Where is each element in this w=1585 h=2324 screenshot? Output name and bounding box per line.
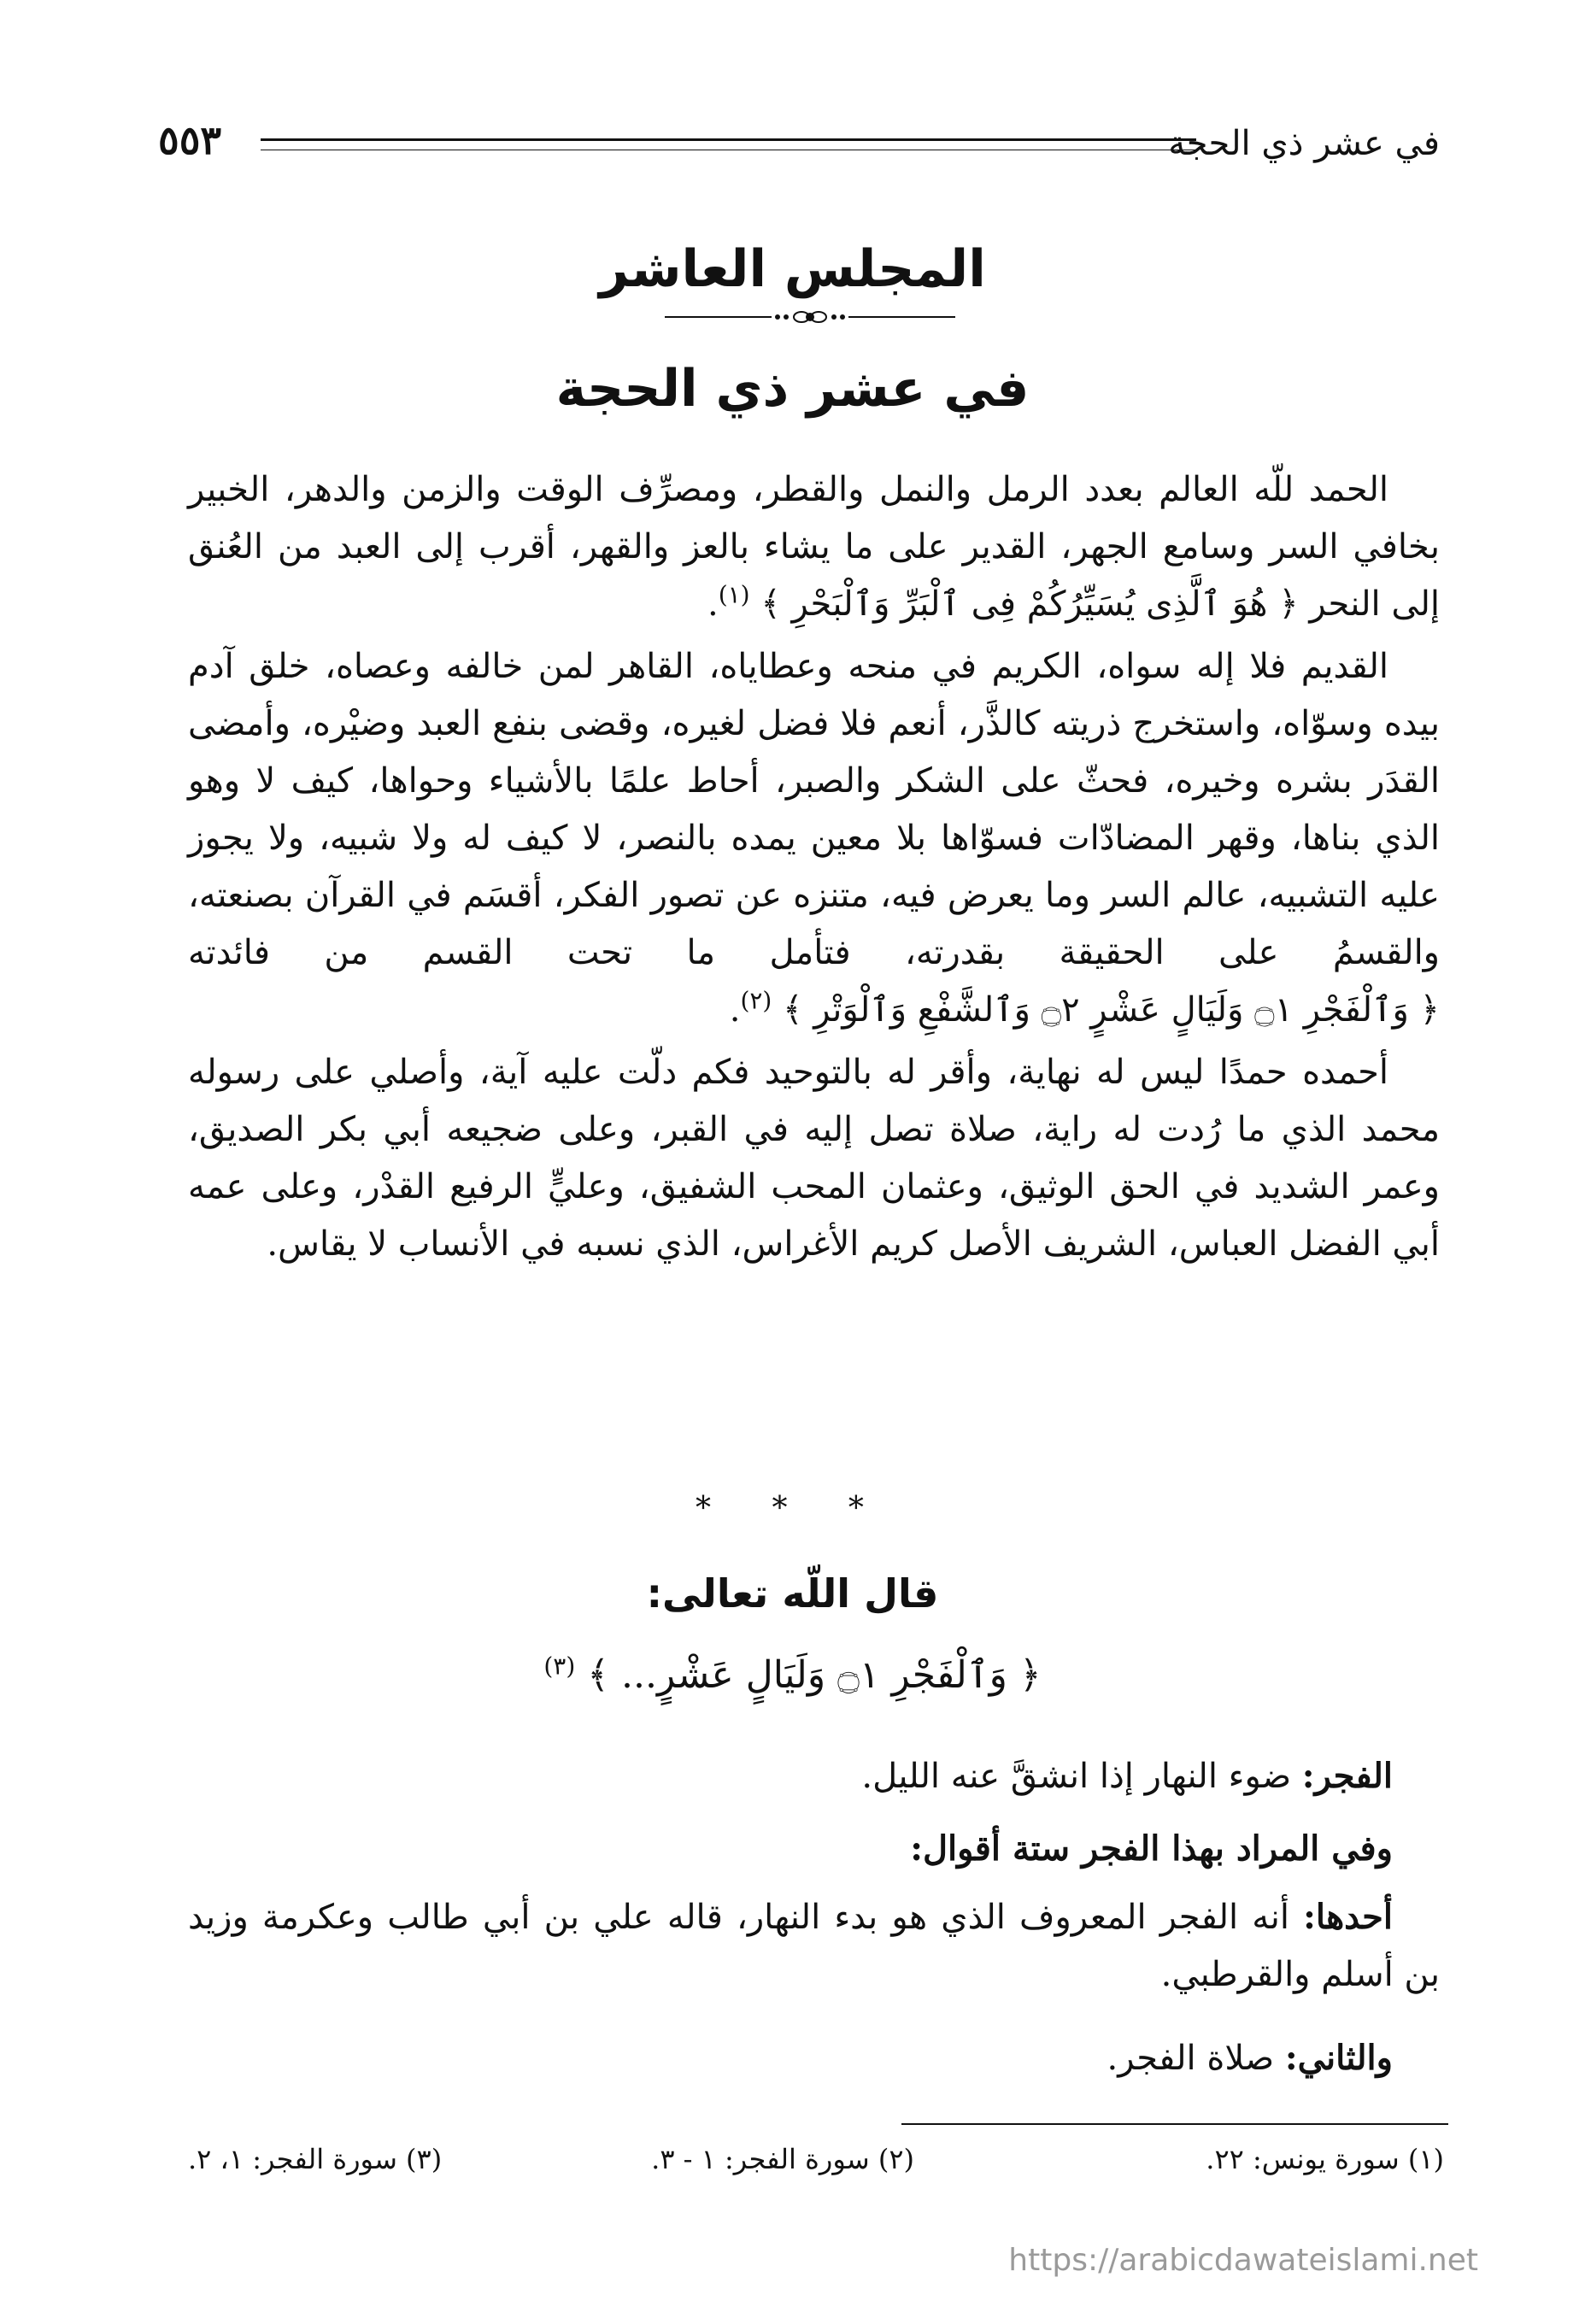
section-heading: قال اللّه تعالى: (646, 1570, 939, 1617)
first-text: أنه الفجر المعروف الذي هو بدء النهار، قاله علي بن أبي طالب وعكرمة وزيد بن أسلم والقرطبي. (188, 1898, 1440, 1994)
quran-verse-1: ﴿ هُوَ ٱلَّذِى يُسَيِّرُكُمْ فِى ٱلْبَرِّ وَٱلْبَحْرِ ﴾ (760, 584, 1299, 624)
header-rule (261, 138, 1196, 150)
chapter-title: في عشر ذي الحجة (555, 359, 1030, 419)
page-number: ٥٥٣ (158, 117, 222, 163)
quran-verse-3 (0, 1653, 1585, 1697)
footnote-3: (٣) سورة الفجر: ١، ٢. (188, 2143, 443, 2175)
footnote-ref-1: (١) (718, 580, 750, 609)
paragraph-2: القديم فلا إله سواه، الكريم في منحه وعطاياه، القاهر لمن خالفه وعصاه، خلق آدم بيده وسوّاه، واستخرج ذريته كالذَّر، أنعم فلا فضل لغيره، وقضى بنفع العبد وضيْره، وأمضى القدَر بشره وخيره، فحثّ على الشكر والصبر، أحاط علمًا بالأشياء وحواها، كيف لا وهو الذي بناها، وقهر المضادّات فسوّاها بلا معين يمده بالنصر، لا كيف له ولا شبيه، ولا يجوز عليه التشبيه، عالم السر وما يعرض فيه، متنزه عن تصور الفكر، أقسَم في القرآن بصنعته، والقسمُ على الحقيقة بقدرته، فتأمل ما تحت القسم من فائدته ﴿ وَٱلْفَجْرِ ۝١ وَلَيَالٍ عَشْرٍ ۝٢ وَٱلشَّفْعِ وَٱلْوَتْرِ ﴾ $^{(٢)}$. (188, 647, 1440, 1030)
watermark-url: https://arabicdawateislami.net (1008, 2243, 1478, 2278)
fajr-definition (188, 1747, 1393, 1805)
footnote-ref-2: (٢) (740, 986, 772, 1015)
ornament-divider-icon (665, 306, 955, 328)
fajr-label: الفجر: (1301, 1756, 1393, 1796)
quran-verse-2: ﴿ وَٱلْفَجْرِ ۝١ وَلَيَالٍ عَشْرٍ ۝٢ وَٱلشَّفْعِ وَٱلْوَتْرِ ﴾ (783, 990, 1440, 1030)
body-text (188, 461, 1440, 1273)
section-separator: * * * (696, 1491, 889, 1526)
paragraph-3-text: أحمده حمدًا ليس له نهاية، وأقر له بالتوحيد فكم دلّت عليه آية، وأصلي على رسوله محمد الذي ما رُدت له راية، صلاة تصل إليه في القبر، وعلى ضجيعه أبي بكر الصديق، وعمر الشديد في الحق الوثيق، وعثمان المحب الشفيق، وعليٍّ الرفيع القدْر، وعلى عمه أبي الفضل العباس، الشريف الأصل كريم الأغراس، الذي نسبه في الأنساب لا يقاس. (188, 1053, 1440, 1264)
running-title: في عشر ذي الحجة (1168, 124, 1440, 163)
second-opinion (188, 2029, 1393, 2087)
quran-verse-3-text: ﴿ وَٱلْفَجْرِ ۝١ وَلَيَالٍ عَشْرٍ... ﴾ (587, 1653, 1042, 1697)
first-label: أحدها: (1303, 1897, 1394, 1937)
paragraph-2-text: القديم فلا إله سواه، الكريم في منحه وعطاياه، القاهر لمن خالفه وعصاه، خلق آدم بيده وسوّاه، واستخرج ذريته كالذَّر، أنعم فلا فضل لغيره، وقضى بنفع العبد وضيْره، وأمضى القدَر بشره وخيره، فحثّ على الشكر والصبر، أحاط علمًا بالأشياء وحواها، كيف لا وهو الذي بناها، وقهر المضادّات فسوّاها بلا معين يمده بالنصر، لا كيف له ولا شبيه، ولا يجوز عليه التشبيه، عالم السر وما يعرض فيه، متنزه عن تصور الفكر، أقسَم في القرآن بصنعته، والقسمُ على الحقيقة بقدرته، فتأمل ما تحت القسم من فائدته (188, 647, 1440, 972)
footnote-rule (901, 2123, 1448, 2125)
first-opinion (188, 1888, 1440, 2004)
paragraph-1: الحمد للّه العالم بعدد الرمل والنمل والقطر، ومصرِّف الوقت والزمن والدهر، الخبير بخافي السر وسامع الجهر، القدير على ما يشاء بالعز والقهر، أقرب إلى العبد من العُنق إلى النحر ﴿ هُوَ ٱلَّذِى يُسَيِّرُكُمْ فِى ٱلْبَرِّ وَٱلْبَحْرِ ﴾ $^{(١)}$. (188, 470, 1440, 624)
footnote-2: (٢) سورة الفجر: ١ - ٣. (651, 2143, 914, 2175)
footnote-ref-3: (٣) (543, 1652, 576, 1681)
murad-heading: وفي المراد بهذا الفجر ستة أقوال: (910, 1828, 1393, 1869)
second-text: صلاة الفجر. (1107, 2039, 1275, 2078)
paragraph-3 (188, 1044, 1440, 1273)
paragraph-1-text: الحمد للّه العالم بعدد الرمل والنمل والقطر، ومصرِّف الوقت والزمن والدهر، الخبير بخافي السر وسامع الجهر، القدير على ما يشاء بالعز والقهر، أقرب إلى العبد من العُنق إلى النحر (188, 470, 1440, 624)
second-label: والثاني: (1284, 2038, 1393, 2078)
majlis-title: المجلس العاشر (599, 239, 986, 299)
fajr-def-text: ضوء النهار إذا انشقَّ عنه الليل. (861, 1757, 1292, 1796)
footnote-1: (١) سورة يونس: ٢٢. (1206, 2143, 1444, 2175)
running-header (158, 117, 1440, 167)
